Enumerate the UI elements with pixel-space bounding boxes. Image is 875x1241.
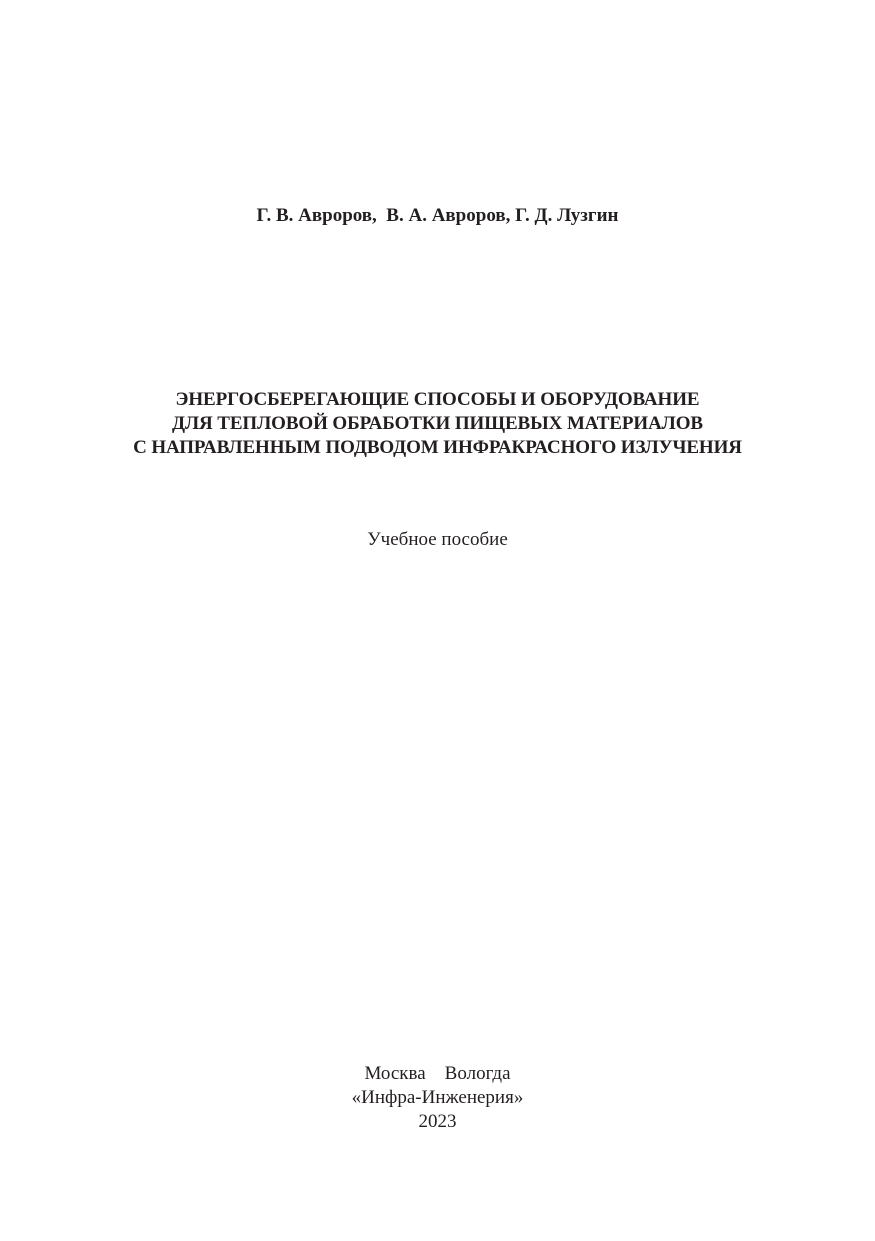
book-title-line-1: ЭНЕРГОСБЕРЕГАЮЩИЕ СПОСОБЫ И ОБОРУДОВАНИЕ [175,389,700,410]
book-title-line-2: ДЛЯ ТЕПЛОВОЙ ОБРАБОТКИ ПИЩЕВЫХ МАТЕРИАЛОВ [171,413,703,434]
book-title-line-3: С НАПРАВЛЕННЫМ ПОДВОДОМ ИНФРАКРАСНОГО ИЗЛУЧЕНИЯ [133,437,742,458]
book-title [0,388,875,460]
imprint-publisher: «Инфра-Инженерия» [351,1087,524,1108]
imprint-cities: Москва Вологда [364,1063,511,1084]
publication-type: Учебное пособие [367,529,508,550]
imprint [0,1062,875,1134]
authors: Г. В. Авроров, В. А. Авроров, Г. Д. Лузгин [256,205,619,226]
imprint-year: 2023 [418,1111,457,1132]
